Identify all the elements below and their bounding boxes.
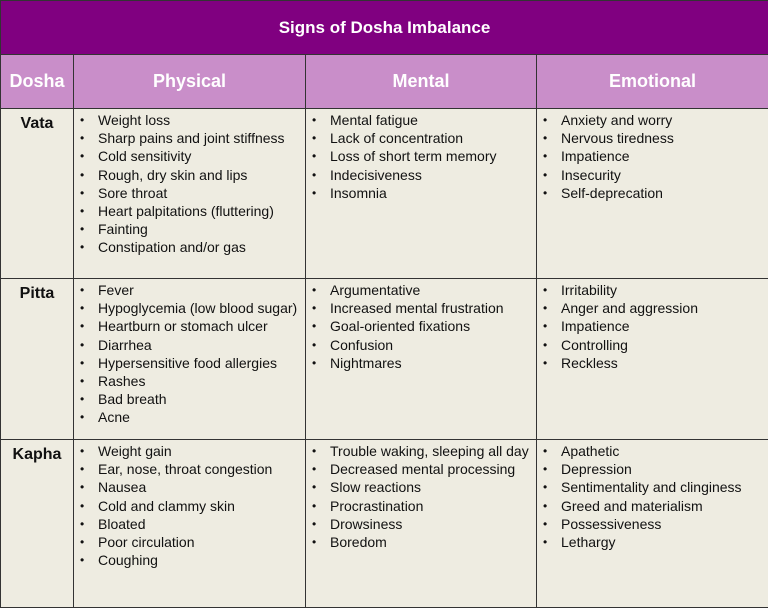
symptom-item: • Trouble waking, sleeping all day [310,442,532,460]
dosha-cell-kapha [1,440,74,608]
emotional-cell-kapha [537,440,768,608]
dosha-cell-pitta [1,279,74,440]
symptom-item: • Cold and clammy skin [78,497,301,515]
symptom-item: • Rough, dry skin and lips [78,166,301,184]
header-emotional: Emotional [537,55,768,109]
table-title: Signs of Dosha Imbalance [1,1,768,55]
symptom-item: • Irritability [541,281,764,299]
symptom-item: • Decreased mental processing [310,460,532,478]
row-pitta [1,279,768,440]
symptom-item: • Cold sensitivity [78,147,301,165]
emotional-list-pitta [541,281,764,372]
symptom-item: • Boredom [310,533,532,551]
symptom-item: • Poor circulation [78,533,301,551]
mental-list-vata [310,111,532,202]
physical-cell-vata [74,109,306,279]
symptom-item: • Impatience [541,147,764,165]
header-dosha: Dosha [1,55,74,109]
mental-list-pitta [310,281,532,372]
dosha-cell-vata [1,109,74,279]
symptom-item: • Insecurity [541,166,764,184]
symptom-item: • Fever [78,281,301,299]
physical-cell-pitta [74,279,306,440]
symptom-item: • Acne [78,408,301,426]
dosha-name-vata: Vata [5,111,69,133]
symptom-item: • Insomnia [310,184,532,202]
physical-list-kapha [78,442,301,569]
row-vata [1,109,768,279]
mental-cell-pitta [306,279,537,440]
symptom-item: • Greed and materialism [541,497,764,515]
symptom-item: • Lethargy [541,533,764,551]
symptom-item: • Weight gain [78,442,301,460]
symptom-item: • Slow reactions [310,478,532,496]
symptom-item: • Lack of concentration [310,129,532,147]
mental-cell-kapha [306,440,537,608]
symptom-item: • Hypoglycemia (low blood sugar) [78,299,301,317]
symptom-item: • Depression [541,460,764,478]
emotional-cell-vata [537,109,768,279]
symptom-item: • Rashes [78,372,301,390]
symptom-item: • Hypersensitive food allergies [78,354,301,372]
symptom-item: • Nightmares [310,354,532,372]
symptom-item: • Controlling [541,336,764,354]
symptom-item: • Sharp pains and joint stiffness [78,129,301,147]
header-mental: Mental [306,55,537,109]
symptom-item: • Increased mental frustration [310,299,532,317]
emotional-list-kapha [541,442,764,551]
symptom-item: • Anger and aggression [541,299,764,317]
physical-list-pitta [78,281,301,427]
row-kapha [1,440,768,608]
symptom-item: • Mental fatigue [310,111,532,129]
symptom-item: • Anxiety and worry [541,111,764,129]
symptom-item: • Sore throat [78,184,301,202]
symptom-item: • Loss of short term memory [310,147,532,165]
symptom-item: • Bad breath [78,390,301,408]
symptom-item: • Indecisiveness [310,166,532,184]
mental-cell-vata [306,109,537,279]
symptom-item: • Apathetic [541,442,764,460]
symptom-item: • Coughing [78,551,301,569]
symptom-item: • Sentimentality and clinginess [541,478,764,496]
symptom-item: • Goal-oriented fixations [310,317,532,335]
symptom-item: • Drowsiness [310,515,532,533]
symptom-item: • Reckless [541,354,764,372]
symptom-item: • Heartburn or stomach ulcer [78,317,301,335]
header-row [1,55,768,109]
mental-list-kapha [310,442,532,551]
symptom-item: • Impatience [541,317,764,335]
physical-list-vata [78,111,301,257]
emotional-list-vata [541,111,764,202]
symptom-item: • Nervous tiredness [541,129,764,147]
symptom-item: • Fainting [78,220,301,238]
symptom-item: • Self-deprecation [541,184,764,202]
symptom-item: • Diarrhea [78,336,301,354]
symptom-item: • Argumentative [310,281,532,299]
symptom-item: • Nausea [78,478,301,496]
dosha-name-kapha: Kapha [5,442,69,464]
symptom-item: • Weight loss [78,111,301,129]
symptom-item: • Constipation and/or gas [78,238,301,256]
symptom-item: • Heart palpitations (fluttering) [78,202,301,220]
symptom-item: • Possessiveness [541,515,764,533]
symptom-item: • Bloated [78,515,301,533]
title-row [1,1,768,55]
symptom-item: • Confusion [310,336,532,354]
symptom-item: • Procrastination [310,497,532,515]
symptom-item: • Ear, nose, throat congestion [78,460,301,478]
emotional-cell-pitta [537,279,768,440]
header-physical: Physical [74,55,306,109]
physical-cell-kapha [74,440,306,608]
dosha-name-pitta: Pitta [5,281,69,303]
